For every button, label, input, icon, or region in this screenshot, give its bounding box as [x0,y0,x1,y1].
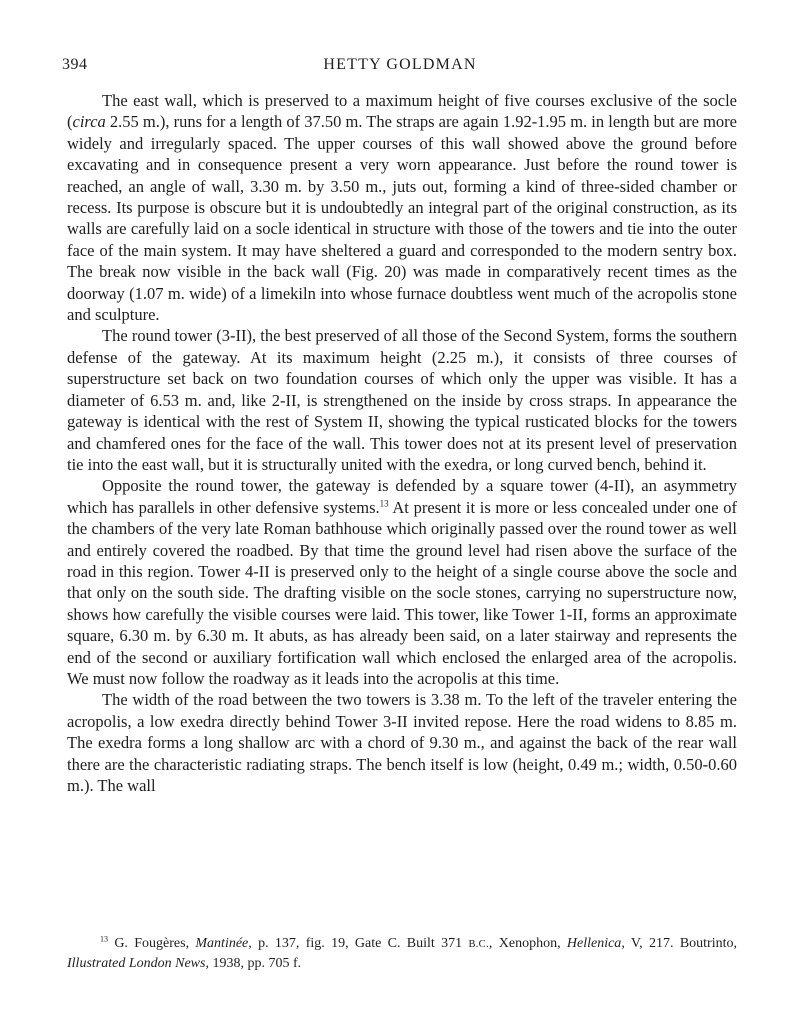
footnote-text: G. Fougères, [108,936,196,951]
footnote-text: , p. 137, fig. 19, Gate C. Built 371 [248,936,469,951]
footnote [67,935,737,973]
footnote-era: B.C. [468,939,489,950]
footnote-title: Illustrated London News [67,955,206,971]
paragraph-text: The east wall, which is preserved to a maximum height of five courses exclusive of the socle ( [67,91,737,132]
footnote-title: Mantinée [195,936,249,951]
paragraph-round-tower: The round tower (3-II), the best preserved of all those of the Second System, forms the southern defense of the gateway. At its maximum height (2.25 m.), it consists of three courses of superstructure set back on two foundation courses of which only the upper was visible. It has a diameter of 6.53 m. and, like 2-II, is strengthened on the inside by cross straps. In appearance the gateway is identical with the rest of System II, showing the typical rusticated blocks for the towers and chamfered ones for the face of the wall. This tower does not at its present level of preservation tie into the east wall, but it is structurally united with the exedra, or long curved bench, behind it. [67,326,737,474]
author-running-head: HETTY GOLDMAN [323,56,477,73]
footnote-title: Hellenica [566,936,622,951]
running-head [62,56,738,78]
footnote-text: , V, 217. Boutrinto, [621,936,737,951]
paragraph-east-wall [67,90,737,325]
paragraph-road-width: The width of the road between the two towers is 3.38 m. To the left of the traveler entering the acropolis, a low exedra directly behind Tower 3-II invited repose. Here the road widens to 8.85 m. The exedra forms a long shallow arc with a chord of 9.30 m., and against the back of the rear wall there are the characteristic radiating straps. The bench itself is low (height, 0.49 m.; width, 0.50-0.60 m.). The wall [67,690,737,795]
paragraph-text: Opposite the round tower, the gateway is defended by a square tower (4-II), an asymmetry which has parallels in other defensive systems. [67,476,737,517]
italic-term: circa [72,112,106,132]
paragraph-text: 2.55 m.), runs for a length of 37.50 m. The straps are again 1.92-1.95 m. in length but are more widely and irregularly spaced. The upper courses of this wall showed above the ground before excavating and in consequence present a very worn appearance. Just before the round tower is reached, an angle of wall, 3.30 m. by 3.50 m., juts out, forming a kind of three-sided chamber or recess. Its purpose is obscure but it is undoubtedly an integral part of the original construction, as its walls are carefully laid on a socle identical in structure with those of the towers and tie into the outer face of the main system. It may have sheltered a guard and corresponded to the modern sentry box. The break now visible in the back wall (Fig. 20) was made in comparatively recent times as the doorway (1.07 m. wide) of a limekiln into whose furnace doubtless went much of the acropolis stone and sculpture. [67,112,737,325]
footnote-mark: 13 [100,934,108,944]
footnote-text: , Xenophon, [488,936,567,951]
paragraph-square-tower [67,475,737,689]
footnote-reference[interactable]: 13 [379,498,389,509]
paragraph-text: At present it is more or less concealed under one of the chambers of the very late Roman bathhouse which originally passed over the round tower as well and entirely covered the roadbed. By that time the ground level had risen above the surface of the road in this region. Tower 4-II is preserved only to the height of a single course above the socle and that only on the south side. The drafting visible on the socle stones, carrying no superstructure now, shows how carefully the visible courses were laid. This tower, like Tower 1-II, forms an approximate square, 6.30 m. by 6.30 m. It abuts, as has already been said, on a later stairway and represents the end of the second or auxiliary fortification wall which enclosed the enlarged area of the acropolis. We must now follow the roadway as it leads into the acropolis at this time. [67,497,737,688]
page-number: 394 [62,56,88,73]
footnote-text: , 1938, pp. 705 f. [205,955,302,971]
body-text [67,90,737,796]
